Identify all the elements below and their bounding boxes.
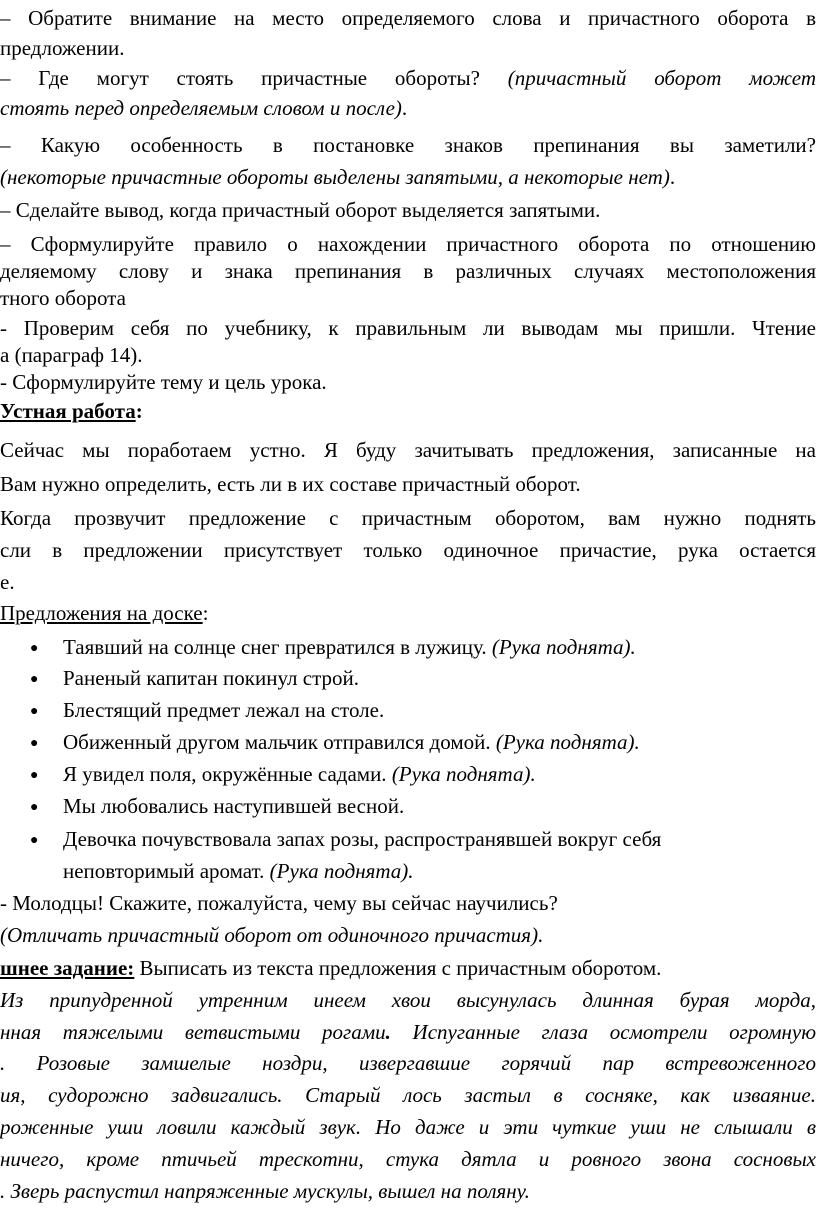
list-item-text: Мы любовались наступившей весной. (63, 794, 405, 818)
list-item-text: Я увидел поля, окружённые садами. (Рука поднята). (63, 762, 536, 786)
passage-line: роженные уши ловили каждый звук. Но даже и эти чуткие уши не слышали в (0, 1115, 816, 1139)
passage-line: ничего, кроме птичьей трескотни, стука дятла и ровного звона сосновых (0, 1147, 816, 1171)
list-item-text: Раненый капитан покинул строй. (63, 666, 360, 690)
passage-line: . Розовые замшелые ноздри, извергавшие горячий пар встревоженного (0, 1051, 816, 1075)
text-line: – Какую особенность в постановке знаков препинания вы заметили? (0, 133, 816, 157)
passage-line: . Зверь распустил напряженные мускулы, вышел на поляну. (0, 1179, 530, 1203)
bullet-icon: ● (30, 641, 39, 656)
text-line: - Молодцы! Скажите, пожалуйста, чему вы сейчас научились? (0, 891, 558, 915)
list-item-text: Обиженный другом мальчик отправился домой. (Рука поднята). (63, 730, 640, 754)
bullet-icon: ● (30, 736, 39, 751)
bullet-icon: ● (30, 768, 39, 783)
text-line: предложении. (0, 36, 125, 60)
bullet-icon: ● (30, 833, 39, 848)
text-line: (некоторые причастные обороты выделены запятыми, а некоторые нет). (0, 165, 676, 189)
text-line: Когда прозвучит предложение с причастным оборотом, вам нужно поднять (0, 506, 816, 530)
passage-line: нная тяжелыми ветвистыми рогами. Испуганные глаза осмотрели огромную (0, 1020, 816, 1044)
bullet-icon: ● (30, 672, 39, 687)
text-line: е. (0, 570, 15, 594)
bullet-icon: ● (30, 704, 39, 719)
text-line: Вам нужно определить, есть ли в их составе причастный оборот. (0, 472, 581, 496)
text-line: (Отличать причастный оборот от одиночного причастия). (0, 923, 544, 947)
passage-line: ия, судорожно задвигались. Старый лось застыл в сосняке, как изваяние. (0, 1083, 816, 1107)
text-line: а (параграф 14). (0, 343, 143, 367)
text-line: стоять перед определяемым словом и после). (0, 96, 408, 120)
list-item-text: Таявший на солнце снег превратился в лужицу. (Рука поднята). (63, 635, 636, 659)
homework-heading: шнее задание: Выписать из текста предложения с причастным оборотом. (0, 956, 662, 980)
text-line: - Сформулируйте тему и цель урока. (0, 370, 327, 394)
text-line: – Где могут стоять причастные обороты? (причастный оборот может (0, 66, 816, 90)
text-line: сли в предложении присутствует только одиночное причастие, рука остается (0, 538, 816, 562)
passage-line: Из припудренной утренним инеем хвои высунулась длинная бурая морда, (0, 988, 816, 1012)
subheading: Предложения на доске: (0, 601, 209, 625)
list-item-text: Девочка почувствовала запах розы, распространявшей вокруг себя (63, 827, 662, 851)
list-item-text: неповторимый аромат. (Рука поднята). (63, 859, 414, 883)
text-line: – Сформулируйте правило о нахождении причастного оборота по отношению (0, 232, 816, 256)
text-line: деляемому слову и знака препинания в различных случаях местоположения (0, 259, 816, 283)
text-line: - Проверим себя по учебнику, к правильным ли выводам мы пришли. Чтение (0, 316, 816, 340)
list-item-text: Блестящий предмет лежал на столе. (63, 698, 385, 722)
text-line: Сейчас мы поработаем устно. Я буду зачитывать предложения, записанные на (0, 438, 816, 462)
text-line: тного оборота (0, 286, 126, 310)
section-heading: Устная работа: (0, 399, 143, 423)
text-line: – Сделайте вывод, когда причастный оборот выделяется запятыми. (0, 198, 601, 222)
text-line: – Обратите внимание на место определяемого слова и причастного оборота в (0, 6, 816, 30)
bullet-icon: ● (30, 800, 39, 815)
